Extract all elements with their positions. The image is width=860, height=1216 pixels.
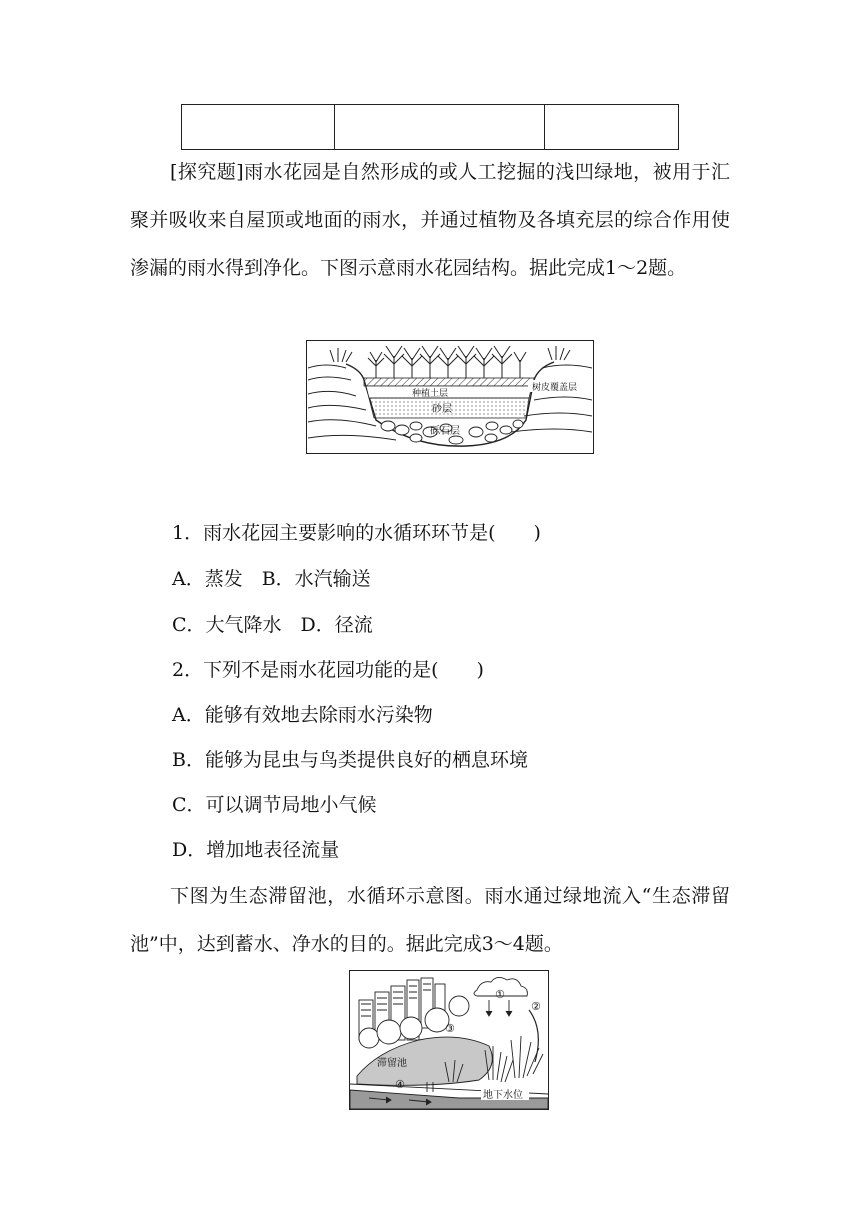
- question-1-options-ab: A．蒸发 B．水汽输送: [172, 568, 371, 590]
- question-2-option-b: B．能够为昆虫与鸟类提供良好的栖息环境: [172, 749, 528, 771]
- planting-soil-label: 种植土层: [412, 389, 449, 399]
- empty-table: [181, 104, 679, 150]
- gravel-layer-label: 砾石层: [430, 426, 460, 437]
- groundwater-label: 地下水位: [483, 1090, 523, 1101]
- bark-layer-label: 树皮覆盖层: [532, 383, 578, 393]
- question-1-options-cd: C．大气降水 D．径流: [172, 614, 373, 636]
- marker-2: ②: [531, 1000, 541, 1013]
- question-2-option-d: D．增加地表径流量: [172, 839, 340, 861]
- question-2-option-a: A．能够有效地去除雨水污染物: [172, 704, 433, 726]
- rain-garden-diagram: [306, 340, 594, 454]
- marker-3: ③: [445, 1022, 455, 1035]
- plants: [330, 346, 570, 378]
- table-cell: [335, 105, 545, 149]
- question-2: 2．下列不是雨水花园功能的是( ): [172, 659, 484, 681]
- question-1: 1．雨水花园主要影响的水循环环节是( ): [172, 522, 541, 544]
- intro-paragraph: [探究题]雨水花园是自然形成的或人工挖掘的浅凹绿地，被用于汇聚并吸收来自屋顶或地面的雨水，并通过植物及各填充层的综合作用使渗漏的雨水得到净化。下图示意雨水花园结构。据此完成1～2题。: [130, 161, 730, 279]
- second-paragraph: 下图为生态滞留池，水循环示意图。雨水通过绿地流入“生态滞留池”中，达到蓄水、净水的目的。据此完成3～4题。: [130, 885, 730, 955]
- marker-1: ①: [495, 988, 505, 1001]
- table-cell: [182, 105, 335, 149]
- marker-4: ④: [395, 1078, 405, 1091]
- question-2-option-c: C．可以调节局地小气候: [172, 794, 377, 816]
- pond-label: 滞留池: [377, 1058, 407, 1069]
- table-cell: [545, 105, 678, 149]
- sand-layer-label: 砂层: [432, 404, 452, 415]
- retention-pond-diagram: [349, 970, 549, 1110]
- bark-layer-band: [364, 378, 534, 386]
